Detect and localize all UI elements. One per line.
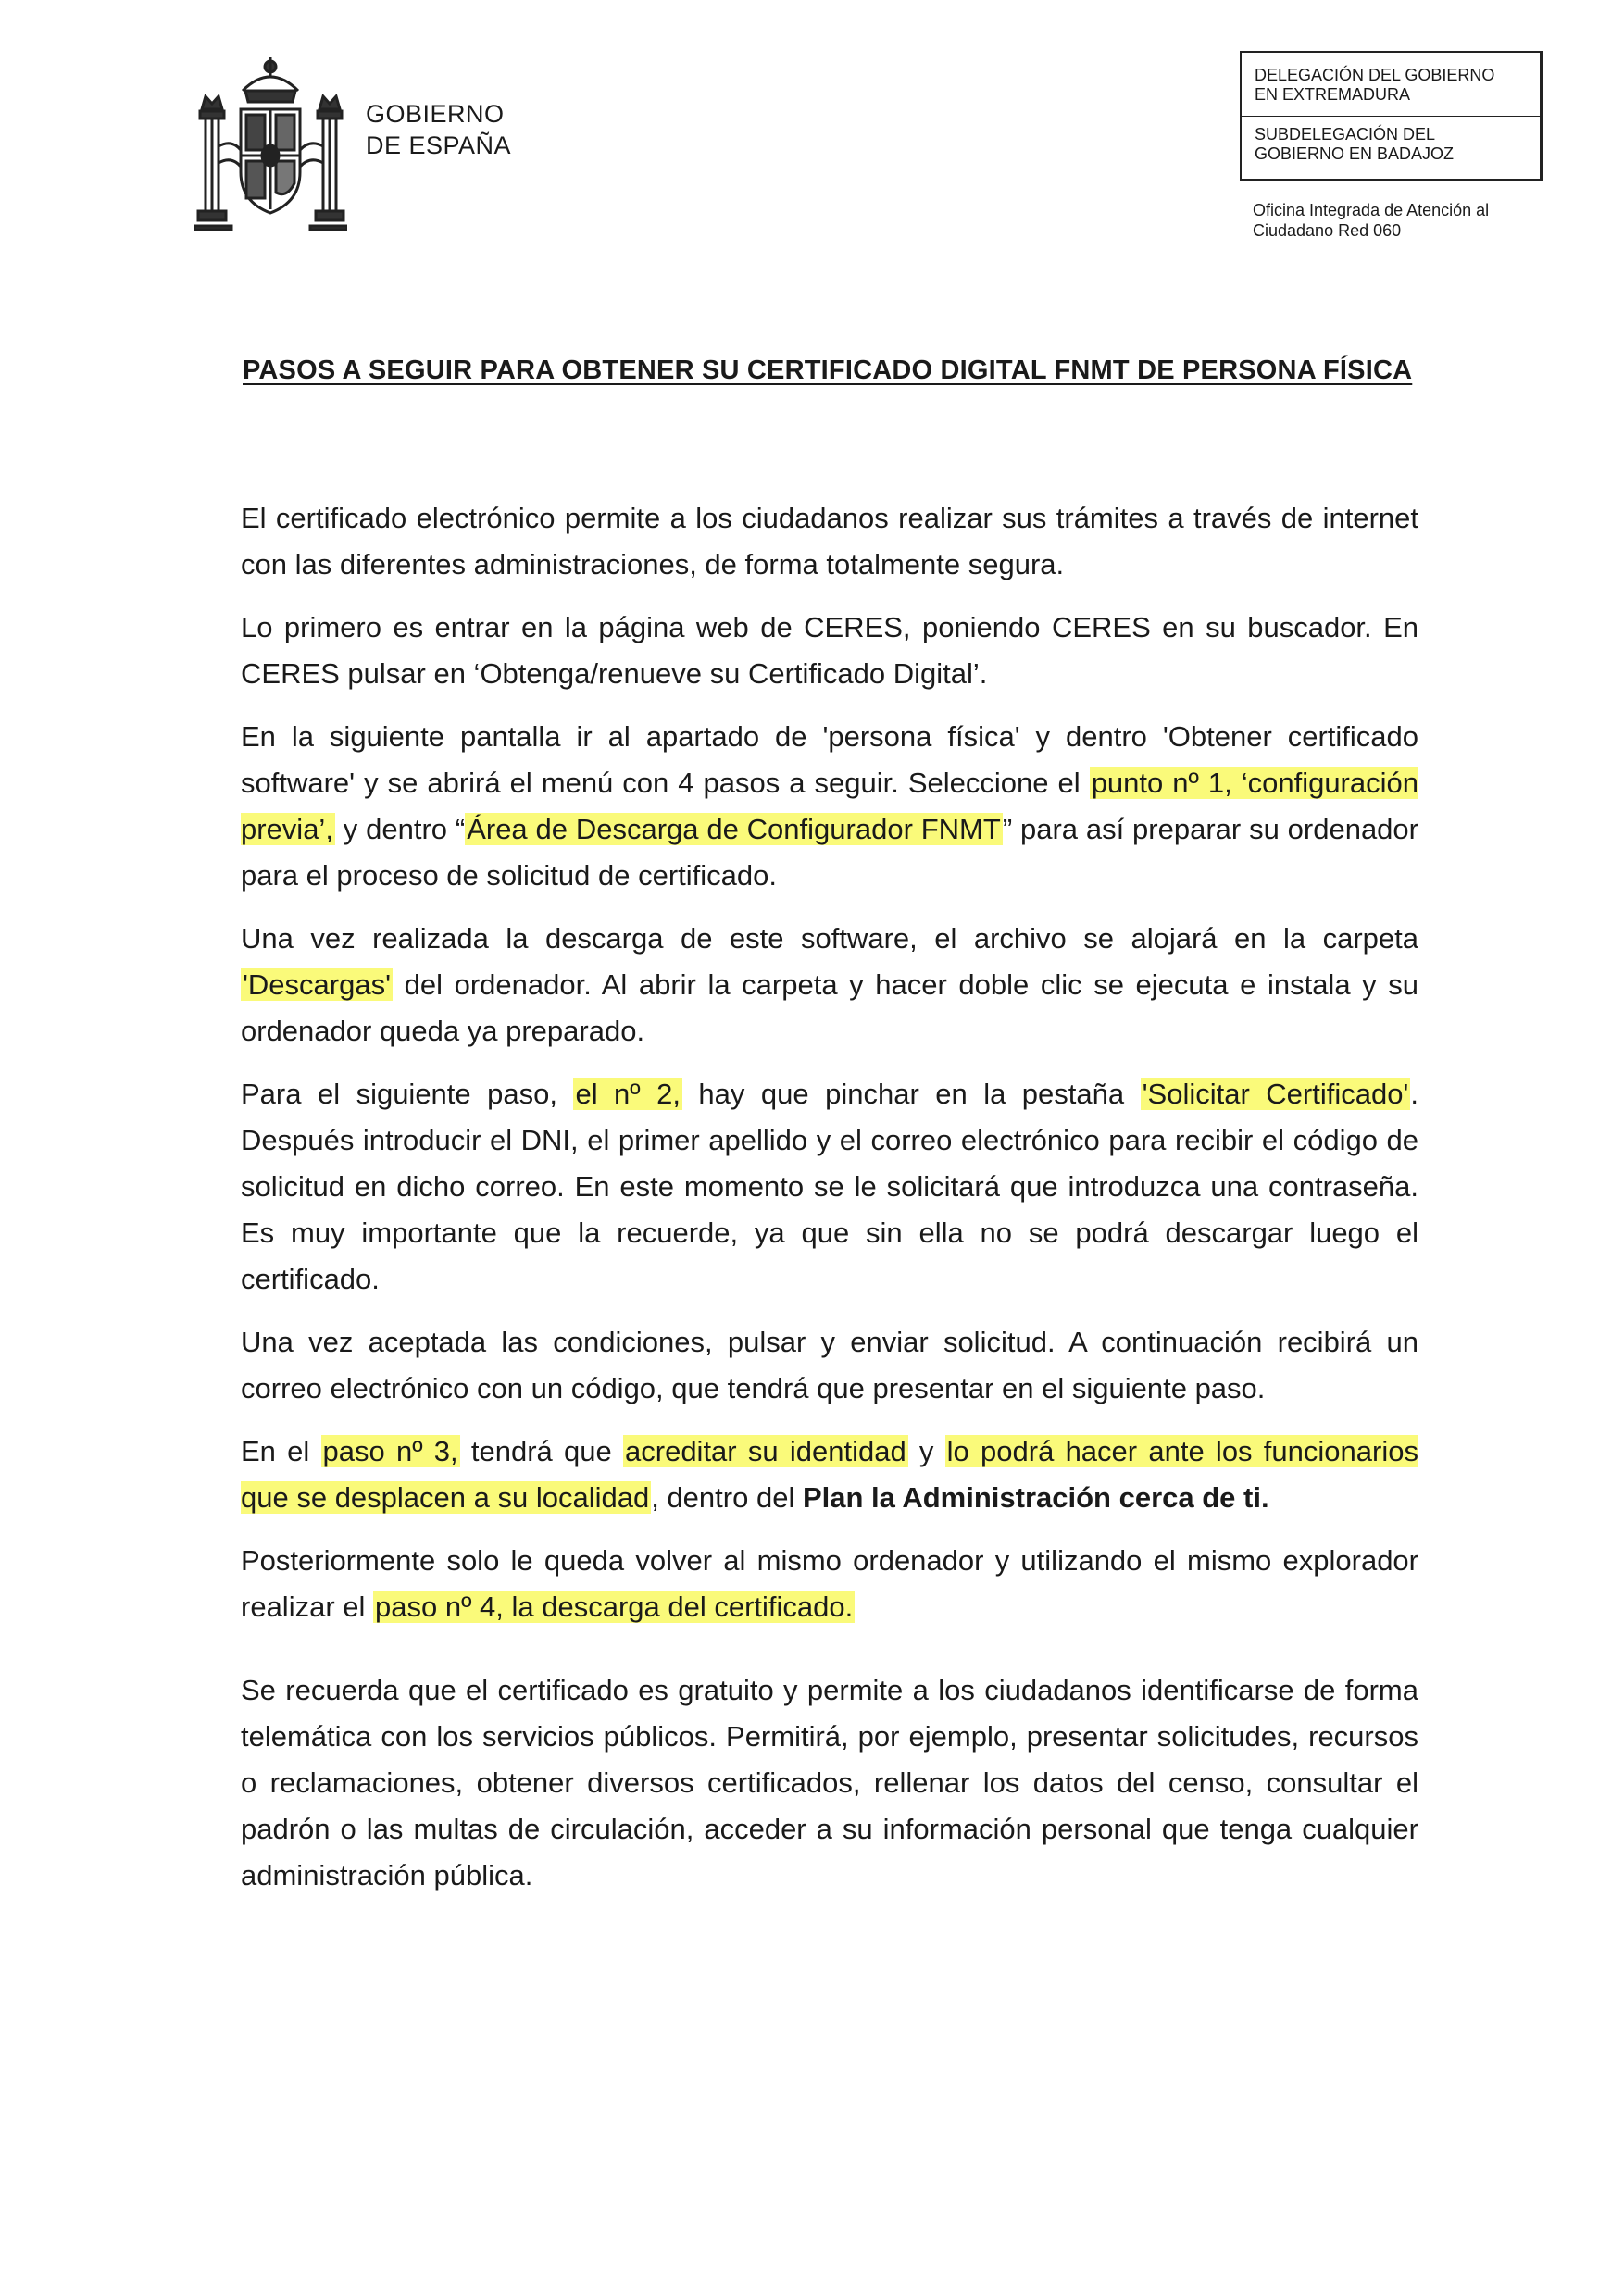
gov-line-1: GOBIERNO xyxy=(366,100,505,128)
step-2-highlight-b: 'Solicitar Certificado' xyxy=(1142,1078,1409,1110)
office-line-1: Oficina Integrada de Atención al xyxy=(1253,201,1490,219)
step-1-highlight-b: Área de Descarga de Configurador FNMT xyxy=(467,813,1001,845)
paragraph-step-1 xyxy=(241,714,1418,899)
step-3-text-b: tendrá que xyxy=(459,1435,624,1467)
step-4-text-a: Posteriormente solo le queda volver al mismo ordenador y utilizando el mismo explorador realizar el xyxy=(241,1544,1418,1623)
download-text-b: del ordenador. Al abrir la carpeta y hacer doble clic se ejecuta e instala y su ordenador queda ya preparado. xyxy=(241,968,1418,1047)
step-3-text-a: En el xyxy=(241,1435,321,1467)
paragraph-ceres: Lo primero es entrar en la página web de CERES, poniendo CERES en su buscador. En CERES pulsar en ‘Obtenga/renueve su Certificado Digital’. xyxy=(241,611,1418,690)
step-4-highlight: paso nº 4, la descarga del certificado. xyxy=(375,1591,854,1623)
step-1-highlight-a: punto nº 1, ‘configuración previa’, xyxy=(241,767,1418,845)
government-name xyxy=(366,98,511,161)
step-1-text-c: ” para así preparar su ordenador para el proceso de solicitud de certificado. xyxy=(241,813,1418,892)
delegation-line-1: DELEGACIÓN DEL GOBIERNO xyxy=(1255,66,1495,84)
paragraph-step-4 xyxy=(241,1538,1418,1630)
agency-divider xyxy=(1242,116,1541,117)
download-highlight: 'Descargas' xyxy=(243,968,392,1001)
agency-box xyxy=(1240,51,1541,181)
step-2-highlight-a: el nº 2, xyxy=(575,1078,681,1110)
step-1-text-a: En la siguiente pantalla ir al apartado de 'persona física' y dentro 'Obtener certificado software' y se abrirá el menú con 4 pasos a seguir. Seleccione el xyxy=(241,720,1418,799)
delegation-block xyxy=(1255,66,1494,105)
gov-line-2: DE ESPAÑA xyxy=(366,131,512,159)
step-2-text-a: Para el siguiente paso, xyxy=(241,1078,574,1110)
step-2-text-c: . Después introducir el DNI, el primer apellido y el correo electrónico para recibir el código de solicitud en dicho correo. En este momento se le solicitará que introduzca una contraseña. Es muy importante que la recuerde, ya que sin ella no se podrá descargar luego el certificado. xyxy=(241,1078,1418,1295)
step-3-highlight-b: acreditar su identidad xyxy=(625,1435,906,1467)
step-2-text-b: hay que pinchar en la pestaña xyxy=(681,1078,1141,1110)
step-3-plan-name: Plan la Administración cerca de ti. xyxy=(802,1481,1269,1514)
step-3-text-c: y xyxy=(907,1435,945,1467)
office-line-2: Ciudadano Red 060 xyxy=(1253,221,1402,240)
document-body xyxy=(241,495,1418,1915)
subdelegation-line-1: SUBDELEGACIÓN DEL xyxy=(1255,125,1436,144)
paragraph-conditions: Una vez aceptada las condiciones, pulsar y enviar solicitud. A continuación recibirá un correo electrónico con un código, que tendrá que presentar en el siguiente paso. xyxy=(241,1326,1418,1404)
paragraph-download xyxy=(241,916,1418,1054)
step-3-text-d: , dentro del xyxy=(651,1481,803,1514)
step-1-text-b: y dentro “ xyxy=(334,813,466,845)
step-3-highlight-a: paso nº 3, xyxy=(322,1435,458,1467)
step-3-highlight-c: lo podrá hacer ante los funcionarios que se desplacen a su localidad xyxy=(241,1435,1418,1514)
document-title: PASOS A SEGUIR PARA OBTENER SU CERTIFICADO DIGITAL FNMT DE PERSONA FÍSICA xyxy=(243,356,1413,385)
paragraph-step-3 xyxy=(241,1429,1418,1521)
subdelegation-block xyxy=(1255,125,1454,164)
delegation-line-2: EN EXTREMADURA xyxy=(1255,85,1411,104)
download-text-a: Una vez realizada la descarga de este software, el archivo se alojará en la carpeta xyxy=(241,922,1418,955)
paragraph-reminder: Se recuerda que el certificado es gratuito y permite a los ciudadanos identificarse de forma telemática con los servicios públicos. Permitirá, por ejemplo, presentar solicitudes, recursos o reclamaciones, obtener diversos certificados, rellenar los datos del censo, consultar el padrón o las multas de circulación, acceder a su información personal que tenga cualquier administración pública. xyxy=(241,1674,1418,1891)
paragraph-step-2 xyxy=(241,1071,1418,1303)
paragraph-intro: El certificado electrónico permite a los ciudadanos realizar sus trámites a través de internet con las diferentes administraciones, de forma totalmente segura. xyxy=(241,502,1418,580)
office-name xyxy=(1253,200,1489,241)
coat-of-arms-logo xyxy=(194,54,347,231)
subdelegation-line-2: GOBIERNO EN BADAJOZ xyxy=(1255,144,1455,163)
